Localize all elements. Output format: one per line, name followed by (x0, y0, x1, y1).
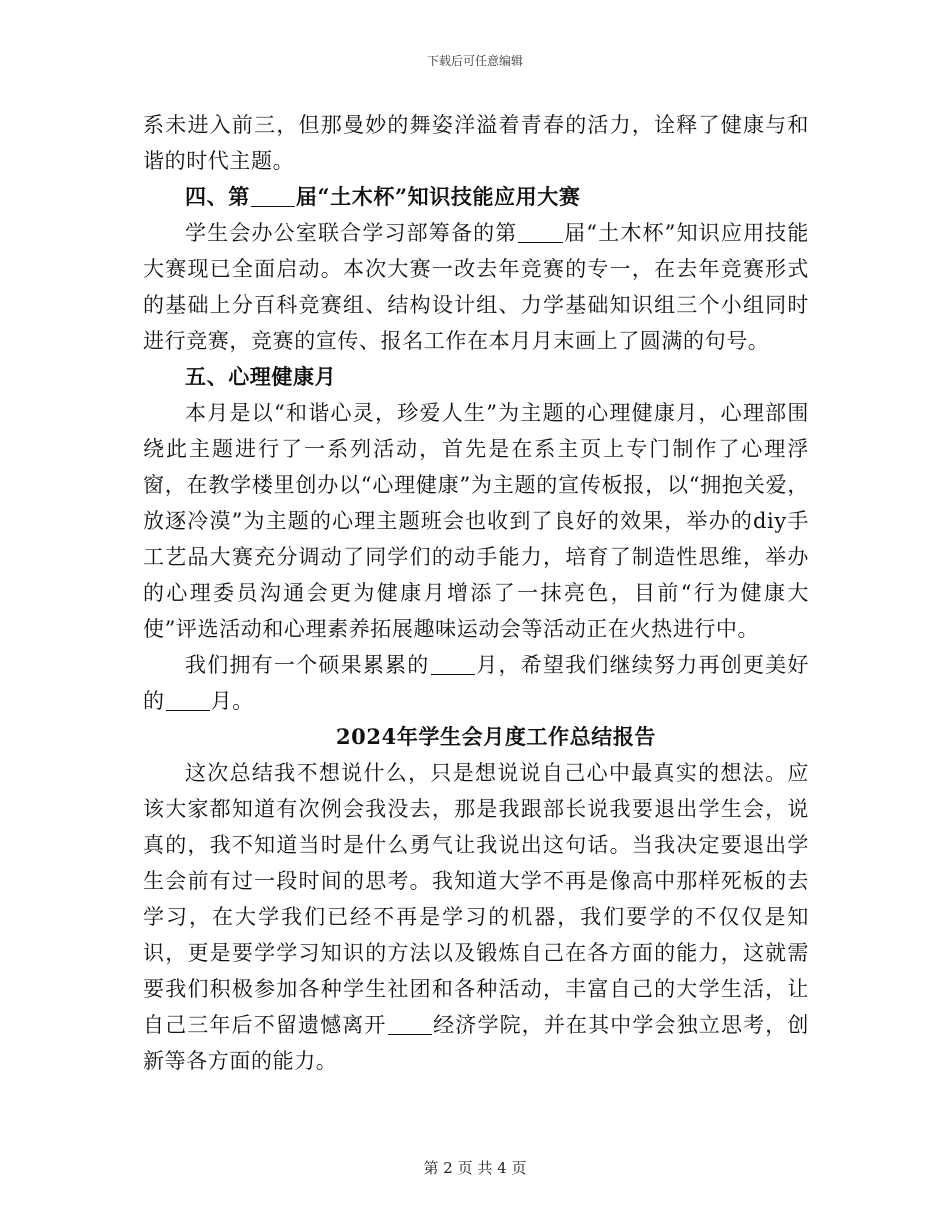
section-heading-4 (143, 179, 809, 215)
document-body (143, 107, 809, 1079)
page-number: 第 2 页 共 4 页 (423, 1159, 527, 1177)
paragraph-text: 系未进入前三，但那曼妙的舞姿洋溢着青春的活力，诠释了健康与和谐的时代主题。 (143, 113, 809, 173)
fill-blank (518, 221, 562, 243)
fill-blank (388, 1013, 432, 1035)
heading-text-pre: 四、第 (185, 184, 250, 209)
paragraph-text: 本月是以“和谐心灵，珍爱人生”为主题的心理健康月，心理部围绕此主题进行了一系列活动，首先是在系主页上专门制作了心理浮窗，在教学楼里创办以“心理健康”为主题的宣传板报，以“拥抱关爱，放逐冷漠”为主题的心理主题班会也收到了良好的效果，举办的diy手工艺品大赛充分调动了同学们的动手能力，培育了制造性思维，举办的心理委员沟通会更为健康月增添了一抹亮色，目前“行为健康大使”评选活动和心理素养拓展趣味运动会等活动正在火热进行中。 (143, 401, 809, 641)
header-note: 下载后可任意编辑 (426, 54, 523, 68)
paragraph-text-post: 经济学院，并在其中学会独立思考，创新等各方面的能力。 (143, 1013, 809, 1073)
paragraph-text-mid: 月，希望我们继续努力再创更美好的 (143, 653, 809, 713)
paragraph-contest (143, 215, 809, 359)
paragraph-text-post: 月。 (210, 689, 254, 713)
paragraph-closing (143, 647, 809, 719)
fill-blank (251, 185, 295, 207)
paragraph-mental-health (143, 395, 809, 647)
paragraph-summary (143, 755, 809, 1079)
fill-blank (166, 689, 210, 711)
paragraph-text-post: 届“土木杯”知识应用技能大赛现已全面启动。本次大赛一改去年竞赛的专一，在去年竞赛形式的基础上分百科竞赛组、结构设计组、力学基础知识组三个小组同时进行竞赛，竞赛的宣传、报名工作在本月月末画上了圆满的句号。 (143, 221, 810, 353)
heading-text: 五、心理健康月 (185, 364, 337, 389)
report-title: 2024年学生会月度工作总结报告 (335, 724, 657, 749)
fill-blank (431, 653, 475, 675)
paragraph-text-pre: 我们拥有一个硕果累累的 (185, 653, 430, 677)
section-heading-5 (143, 359, 809, 395)
paragraph-text-pre: 学生会办公室联合学习部筹备的第 (185, 221, 518, 245)
paragraph-continuation (143, 107, 809, 179)
heading-text-post: 届“土木杯”知识技能应用大赛 (295, 184, 581, 209)
paragraph-text-pre: 这次总结我不想说什么，只是想说说自己心中最真实的想法。应该大家都知道有次例会我没去，那是我跟部长说我要退出学生会，说真的，我不知道当时是什么勇气让我说出这句话。当我决定要退出学生会前有过一段时间的思考。我知道大学不再是像高中那样死板的去学习，在大学我们已经不再是学习的机器，我们要学的不仅仅是知识，更是要学学习知识的方法以及锻炼自己在各方面的能力，这就需要我们积极参加各种学生社团和各种活动，丰富自己的大学生活，让自己三年后不留遗憾离开 (143, 761, 809, 1037)
